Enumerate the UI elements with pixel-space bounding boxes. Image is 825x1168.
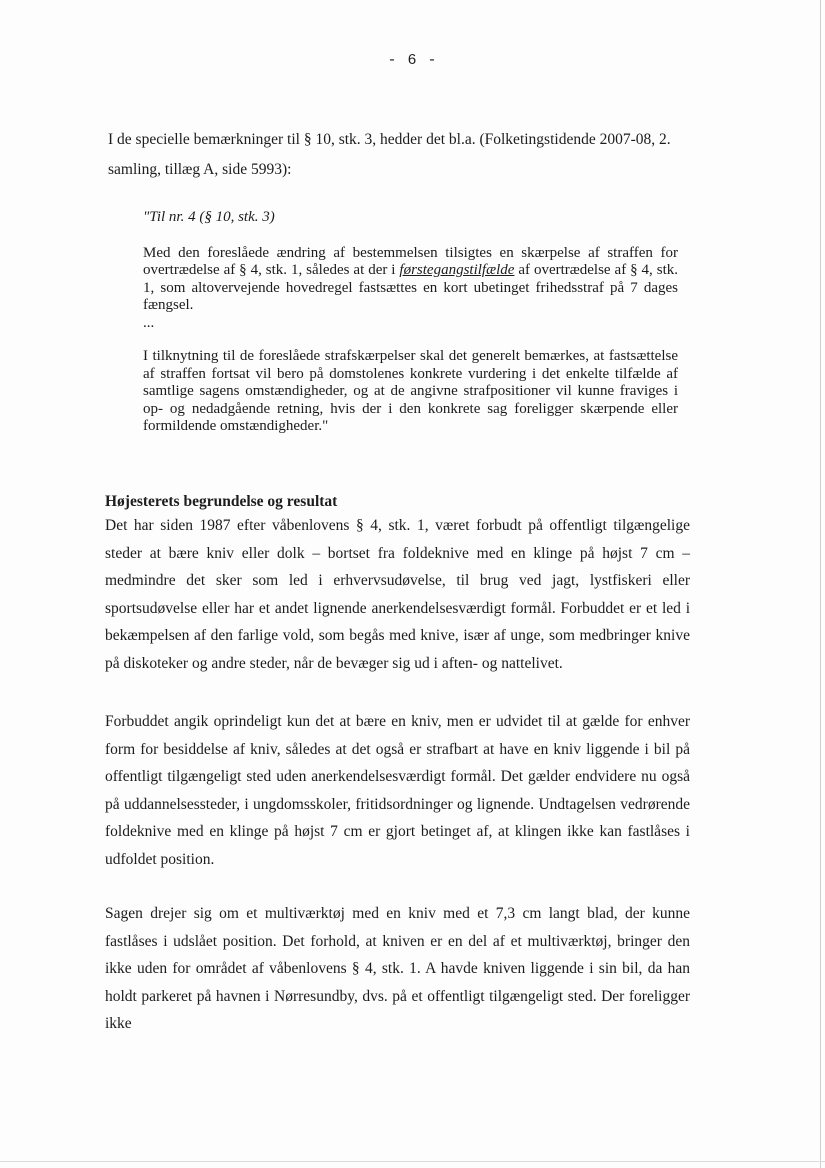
section-heading: Højesterets begrundelse og resultat: [105, 493, 338, 510]
quote-paragraph-2: I tilknytning til de foreslåede strafskærpelser skal det generelt bemærkes, at fastsættelse af straffen fortsat vil bero på domstolenes konkrete vurdering i det enkelte tilfælde af samtlige sagens omstændigheder, og at de angivne strafpositioner vil kunne fraviges i op- og nedadgående retning, hvis der i den konkrete sag foreligger skærpende eller formildende omstændigheder.": [143, 348, 678, 434]
quote-paragraph-1-start: Med den foreslåede ændring af bestemmelsen tilsigtes en skærpelse af straffen for overtrædelse af § 4, stk. 1, således at der i: [143, 244, 678, 278]
page-edge-bottom: [0, 1161, 825, 1162]
section-paragraph-3: Sagen drejer sig om et multiværktøj med en kniv med et 7,3 cm langt blad, der kunne fastlåses i udslået position. Det forhold, at kniven er en del af et multiværktøj, bringer den ikke uden for området af våbenlovens § 4, stk. 1. A havde kniven liggende i sin bil, da han holdt parkeret på havnen i Nørresundby, dvs. på et offentligt tilgængeligt sted. Der foreligger ikke: [105, 905, 690, 1032]
quote-paragraph-1: [143, 245, 678, 315]
quote-ellipsis: ...: [143, 314, 155, 331]
page-number: - 6 -: [387, 52, 438, 69]
page-edge-right: [820, 0, 821, 1168]
reasoning-section: [105, 492, 690, 677]
intro-paragraph: I de specielle bemærkninger til § 10, stk. 3, hedder det bl.a. (Folketingstidende 2007-08, 2. samling, tillæg A, side 5993):: [108, 131, 671, 178]
quote-paragraph-1-end: af overtrædelse af § 4, stk. 1, som altovervejende hovedregel fastsættes en kort ubetinget frihedsstraf på 7 dages fængsel.: [143, 262, 679, 313]
section-paragraph-1: Det har siden 1987 efter våbenlovens § 4, stk. 1, været forbudt på offentligt tilgængelige steder at bære kniv eller dolk – bortset fra foldeknive med en klinge på højst 7 cm – medmindre det sker som led i erhvervsudøvelse, til brug ved jagt, lystfiskeri eller sportsudøvelse eller har et andet lignende anerkendelsesværdigt formål. Forbuddet er et led i bekæmpelsen af den farlige vold, som begås med knive, især af unge, som medbringer knive på diskoteker og andre steder, når de bevæger sig ud i aften- og nattelivet.: [105, 517, 690, 672]
quote-reference: "Til nr. 4 (§ 10, stk. 3): [143, 209, 275, 225]
quote-emphasis: førstegangstilfælde: [399, 262, 515, 278]
quoted-remarks: [143, 209, 678, 436]
section-paragraph-2-block: [105, 708, 690, 873]
section-paragraph-3-block: [105, 900, 690, 1038]
section-paragraph-2: Forbuddet angik oprindeligt kun det at bære en kniv, men er udvidet til at gælde for enhver form for besiddelse af kniv, således at det også er strafbart at have en kniv liggende i bil på offentligt tilgængeligt sted uden anerkendelsesværdigt formål. Det gælder endvidere nu også på uddannelsessteder, i ungdomsskoler, fritidsordninger og lignende. Undtagelsen vedrørende foldeknive med en klinge på højst 7 cm er gjort betinget af, at klingen ikke kan fastlåses i udfoldet position.: [105, 713, 690, 868]
